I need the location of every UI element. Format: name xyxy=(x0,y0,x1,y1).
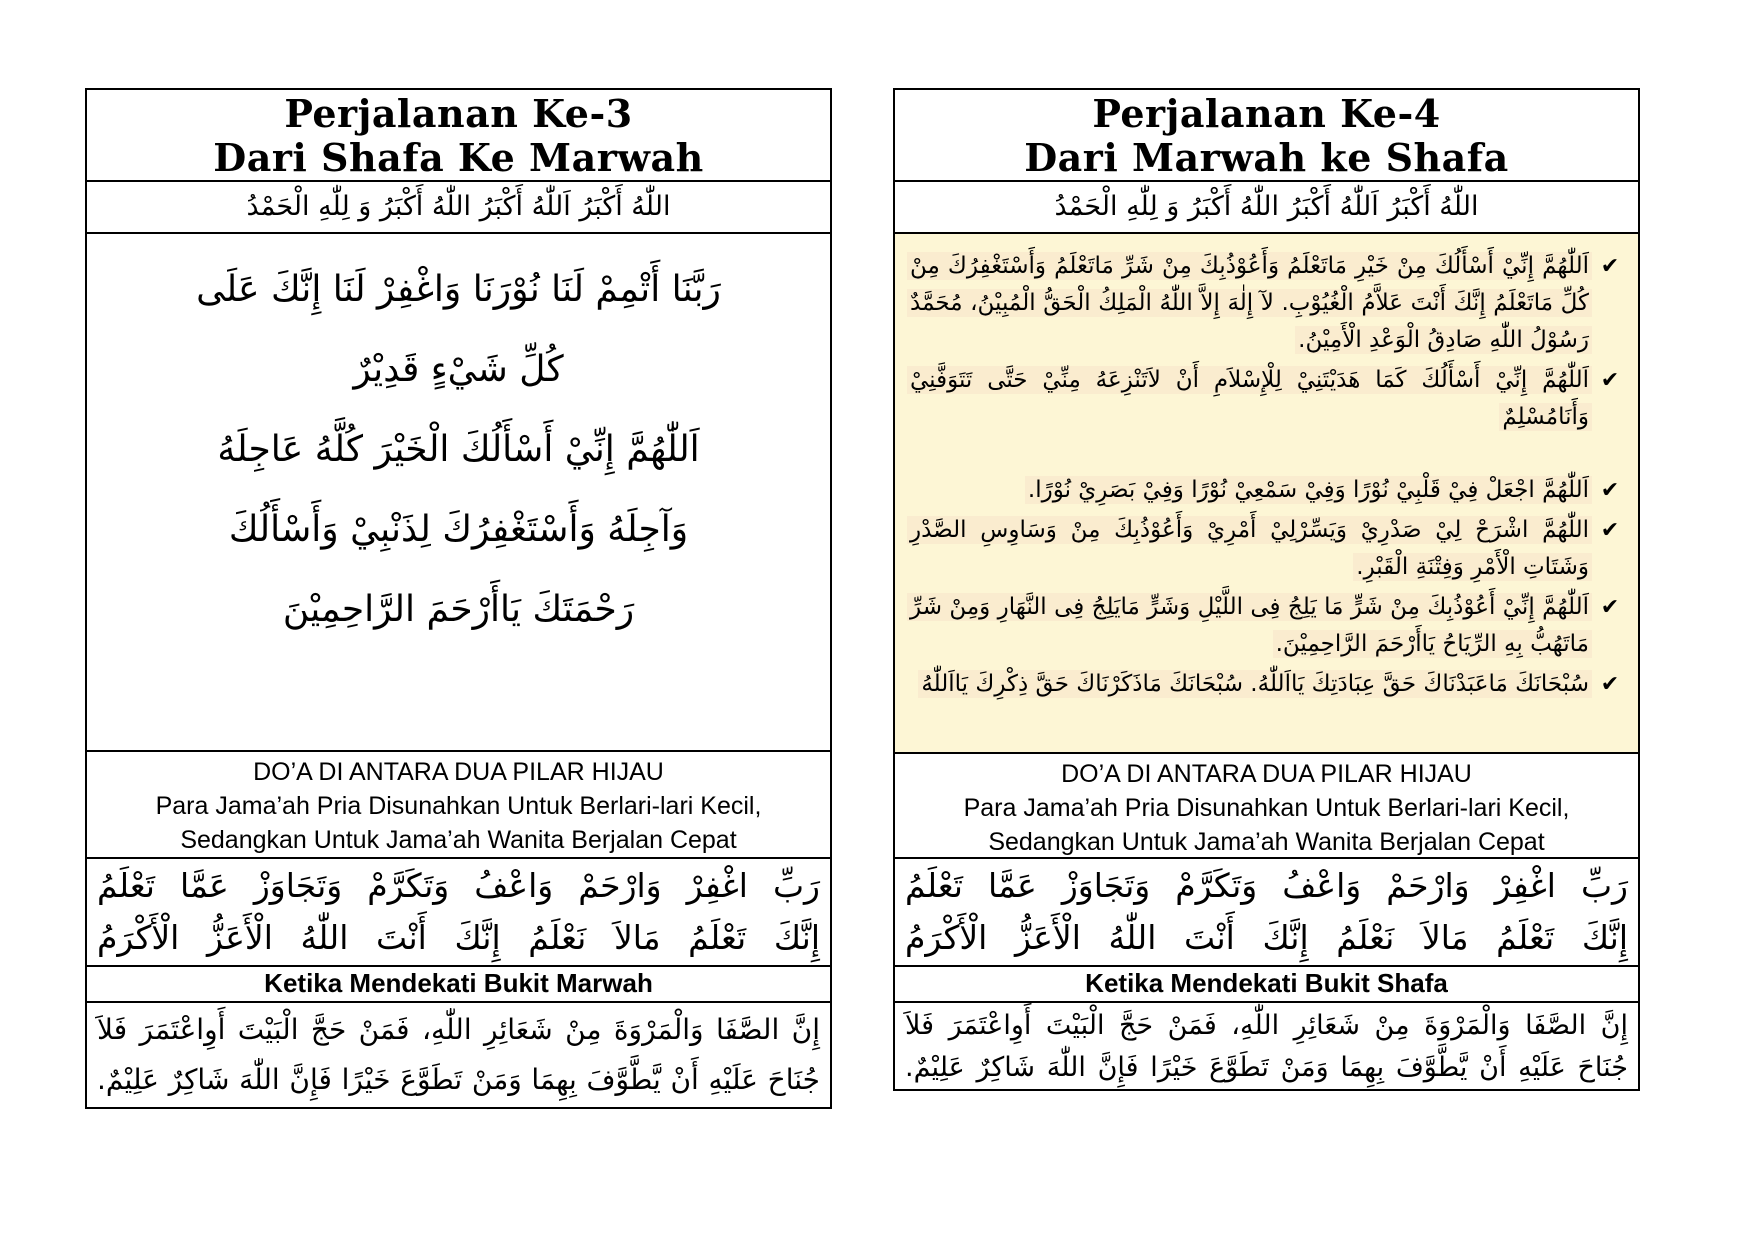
note-line: Para Jama’ah Pria Disunahkan Untuk Berlari-lari Kecil, xyxy=(155,792,762,820)
green-pillar-note xyxy=(87,750,830,857)
dua-line: إِنَّكَ تَعْلَمُ مَالاَ نَعْلَمُ إِنَّكَ أَنْتَ اللّٰهُ الْأَعَزُّ الْأَكْرَمُ xyxy=(97,918,820,957)
approach-shafa-heading: Ketika Mendekati Bukit Shafa xyxy=(895,965,1638,1001)
verse-line: جُنَاحَ عَلَيْهِ أَنْ يَّطَّوَّفَ بِهِمَا وَمَنْ تَطَوَّعَ خَيْرًا فَإِنَّ اللّٰهَ شَاكِرٌ عَلِيْمٌ. xyxy=(97,1063,820,1096)
check-icon: ✔ xyxy=(1600,254,1620,279)
title-line-1: Perjalanan Ke-3 xyxy=(284,91,633,136)
pillar-dua-block xyxy=(895,857,1638,965)
verse-line: جُنَاحَ عَلَيْهِ أَنْ يَّطَّوَّفَ بِهِمَا وَمَنْ تَطَوَّعَ خَيْرًا فَإِنَّ اللّٰهَ شَاكِرٌ عَلِيْمٌ. xyxy=(905,1052,1628,1083)
dua-list-item xyxy=(907,362,1628,436)
dua-text: اَللّٰهُمَّ إِنِّيْ أَسْأَلُكَ كَمَا هَدَيْتَنِيْ لِلْإِسْلاَمِ أَنْ لاَتَنْزِعَهُ مِنِّيْ حَتَّى تَتَوَفَّنِيْ وَأَنَامُسْلِمٌ xyxy=(907,362,1592,436)
dua-list-item xyxy=(907,248,1628,359)
note-line: Para Jama’ah Pria Disunahkan Untuk Berlari-lari Kecil, xyxy=(963,794,1570,822)
dua-list-item xyxy=(907,472,1628,509)
green-pillar-note xyxy=(895,752,1638,857)
dua-line: رَحْمَتَكَ يَاأَرْحَمَ الرَّاحِمِيْنَ xyxy=(282,589,635,630)
note-heading: DO’A DI ANTARA DUA PILAR HIJAU xyxy=(1061,760,1472,788)
dua-list-item xyxy=(907,512,1628,586)
dua-line: إِنَّكَ تَعْلَمُ مَالاَ نَعْلَمُ إِنَّكَ أَنْتَ اللّٰهُ الْأَعَزُّ الْأَكْرَمُ xyxy=(905,918,1628,957)
panel-journey-3 xyxy=(85,88,832,1109)
dua-line: رَبِّ اغْفِرْ وَارْحَمْ وَاعْفُ وَتَكَرَّمْ وَتَجَاوَزْ عَمَّا تَعْلَمُ xyxy=(905,866,1628,905)
main-dua-block xyxy=(87,232,830,750)
dua-list-item xyxy=(907,666,1628,703)
takbir-text: اللّٰهُ أَكْبَرُ اَللّٰهُ أَكْبَرُ اللّٰهُ أَكْبَرُ وَ لِلّٰهِ الْحَمْدُ xyxy=(895,180,1638,232)
check-icon: ✔ xyxy=(1600,478,1620,503)
quran-verse-block xyxy=(895,1001,1638,1089)
check-icon: ✔ xyxy=(1600,672,1620,697)
pillar-dua-block xyxy=(87,857,830,965)
journey-4-title xyxy=(895,90,1638,180)
check-icon: ✔ xyxy=(1600,368,1620,393)
check-icon: ✔ xyxy=(1600,518,1620,543)
journey-3-title xyxy=(87,90,830,180)
dua-text: سُبْحَانَكَ مَاعَبَدْنَاكَ حَقَّ عِبَادَتِكَ يَااَللّٰهُ. سُبْحَانَكَ مَاذَكَرْنَاكَ حَقَّ ذِكْرِكَ يَااَللّٰهُ xyxy=(907,666,1592,703)
approach-marwah-heading: Ketika Mendekati Bukit Marwah xyxy=(87,965,830,1001)
note-line: Sedangkan Untuk Jama’ah Wanita Berjalan Cepat xyxy=(988,828,1545,856)
check-icon: ✔ xyxy=(1600,595,1620,620)
highlighted-dua-list xyxy=(895,232,1638,752)
dua-line: رَبَّنَا أَتْمِمْ لَنَا نُوْرَنَا وَاغْفِرْ لَنَا إِنَّكَ عَلَى xyxy=(196,269,721,310)
dua-text: اَللّٰهُمَّ إِنِّيْ أَعُوْذُبِكَ مِنْ شَرٍّ مَا يَلِجُ فِى اللَّيْلِ وَشَرٍّ مَايَلِجُ فِى النَّهَارِ وَمِنْ شَرِّ مَاتَهُبُّ بِهِ الرِّيَاحُ يَاأَرْحَمَ الرَّاحِمِيْنَ. xyxy=(907,589,1592,663)
dua-text: اَللّٰهُمَّ إِنِّيْ أَسْأَلُكَ مِنْ خَيْرِ مَاتَعْلَمُ وَأَعُوْذُبِكَ مِنْ شَرِّ مَاتَعْلَمُ وَأَسْتَغْفِرُكَ مِنْ كُلِّ مَاتَعْلَمُ إِنَّكَ أَنْتَ عَلاَّمُ الْغُيُوْبِ. لآ إِلٰهَ إِلاَّ اللّٰهُ الْمَلِكُ الْحَقُّ الْمُبِيْنُ، مُحَمَّدٌ رَسُوْلُ اللّٰهِ صَادِقُ الْوَعْدِ الْأَمِيْنُ. xyxy=(907,248,1592,359)
dua-line: اَللّٰهُمَّ إِنِّيْ أَسْأَلُكَ الْخَيْرَ كُلَّهُ عَاجِلَهُ xyxy=(217,429,700,470)
verse-line: إِنَّ الصَّفَا وَالْمَرْوَةَ مِنْ شَعَائِرِ اللّٰهِ، فَمَنْ حَجَّ الْبَيْتَ أَوِاعْتَمَرَ فَلاَ xyxy=(97,1013,820,1046)
note-heading: DO’A DI ANTARA DUA PILAR HIJAU xyxy=(253,758,664,786)
dua-text: اَللّٰهُمَّ اجْعَلْ فِيْ قَلْبِيْ نُوْرًا وَفِيْ سَمْعِيْ نُوْرًا وَفِيْ بَصَرِيْ نُوْرًا. xyxy=(907,472,1592,509)
verse-line: إِنَّ الصَّفَا وَالْمَرْوَةَ مِنْ شَعَائِرِ اللّٰهِ، فَمَنْ حَجَّ الْبَيْتَ أَوِاعْتَمَرَ فَلاَ xyxy=(905,1010,1628,1041)
dua-line: كُلِّ شَيْءٍ قَدِيْرٌ xyxy=(353,349,564,390)
takbir-text: اللّٰهُ أَكْبَرُ اَللّٰهُ أَكْبَرُ اللّٰهُ أَكْبَرُ وَ لِلّٰهِ الْحَمْدُ xyxy=(87,180,830,232)
quran-verse-block xyxy=(87,1001,830,1107)
dua-line: رَبِّ اغْفِرْ وَارْحَمْ وَاعْفُ وَتَكَرَّمْ وَتَجَاوَزْ عَمَّا تَعْلَمُ xyxy=(97,866,820,905)
dua-list-item xyxy=(907,589,1628,663)
panel-journey-4 xyxy=(893,88,1640,1091)
note-line: Sedangkan Untuk Jama’ah Wanita Berjalan Cepat xyxy=(180,826,737,854)
title-line-2: Dari Marwah ke Shafa xyxy=(1024,135,1509,180)
title-line-1: Perjalanan Ke-4 xyxy=(1092,91,1441,136)
dua-text: اللّٰهُمَّ اشْرَحْ لِيْ صَدْرِيْ وَيَسِّرْلِيْ أَمْرِيْ وَأَعُوْذُبِكَ مِنْ وَسَاوِسِ الصَّدْرِ وَشَتَاتِ الْأَمْرِ وَفِتْنَةِ الْقَبْرِ. xyxy=(907,512,1592,586)
title-line-2: Dari Shafa Ke Marwah xyxy=(213,135,704,180)
dua-line: وَآجِلَهُ وَأَسْتَغْفِرُكَ لِذَنْبِيْ وَأَسْأَلُكَ xyxy=(228,509,689,550)
